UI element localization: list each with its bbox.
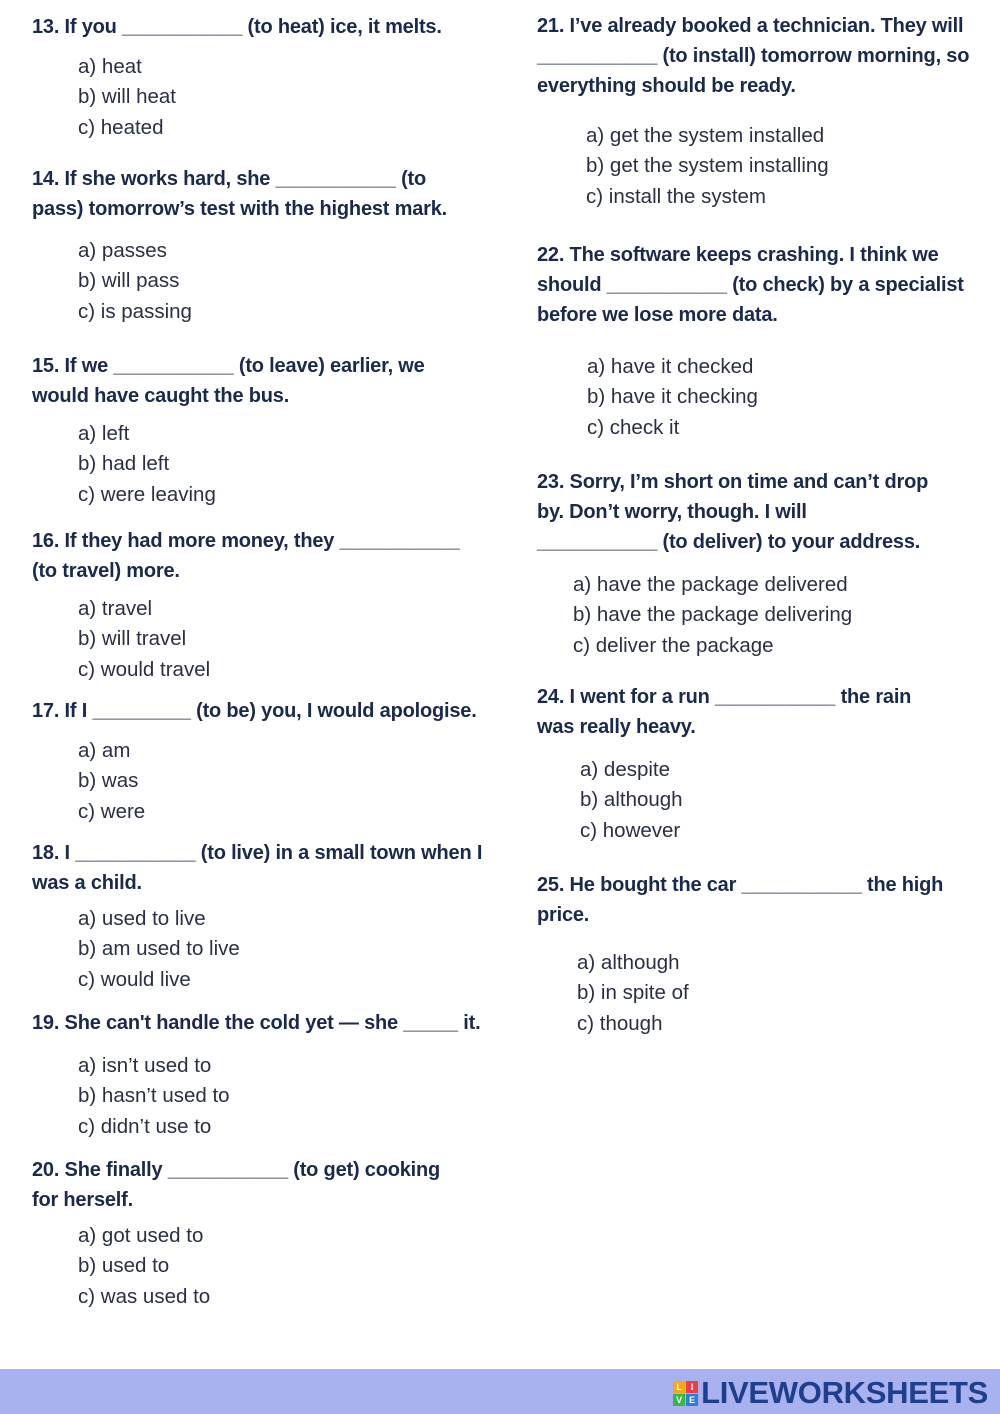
question-20-prompt: 20. She finally ___________ (to get) cooking for herself. (32, 1159, 441, 1211)
question-14-options (78, 236, 192, 327)
option-b[interactable]: b) will travel (78, 627, 187, 651)
option-b[interactable]: b) have it checking (587, 385, 758, 409)
option-b[interactable]: b) used to (78, 1254, 170, 1278)
question-15-options (78, 419, 216, 510)
option-c[interactable]: c) would live (78, 967, 191, 991)
question-17-options (78, 736, 145, 827)
option-a[interactable]: a) passes (78, 239, 167, 262)
option-a[interactable]: a) travel (78, 597, 153, 620)
option-a[interactable]: a) despite (580, 758, 671, 781)
question-24-options (580, 755, 683, 846)
liveworksheets-logo-icon (673, 1381, 698, 1406)
option-a[interactable]: a) got used to (78, 1224, 204, 1247)
option-b[interactable]: b) although (580, 788, 683, 812)
question-16-prompt: 16. If they had more money, they ___________ (to travel) more. (32, 530, 460, 582)
question-16-options (78, 594, 210, 685)
option-b[interactable]: b) am used to live (78, 937, 240, 961)
question-22-prompt: 22. The software keeps crashing. I think we should ___________ (to check) by a specialist before we lose more data. (537, 244, 964, 326)
option-b[interactable]: b) will pass (78, 269, 180, 293)
option-c[interactable]: c) heated (78, 115, 164, 139)
option-a[interactable]: a) left (78, 422, 130, 445)
option-c[interactable]: c) didn’t use to (78, 1114, 212, 1138)
question-21-prompt: 21. I’ve already booked a technician. They will ___________ (to install) tomorrow morning, so everything should be ready. (537, 15, 970, 97)
option-c[interactable]: c) would travel (78, 657, 211, 681)
question-19-prompt: 19. She can't handle the cold yet — she _____ it. (32, 1012, 481, 1034)
question-21-options (586, 121, 829, 212)
logo-letter-e: E (686, 1394, 698, 1406)
question-23-options (573, 570, 852, 661)
option-b[interactable]: b) have the package delivering (573, 603, 853, 627)
option-c[interactable]: c) were (78, 799, 146, 823)
option-c[interactable]: c) install the system (586, 184, 766, 208)
option-b[interactable]: b) will heat (78, 85, 176, 109)
footer-bar (0, 1369, 1000, 1414)
question-14-prompt: 14. If she works hard, she ___________ (to pass) tomorrow’s test with the highest mark. (32, 168, 447, 220)
option-a[interactable]: a) have the package delivered (573, 573, 848, 596)
question-13-options (78, 52, 176, 143)
question-23-prompt: 23. Sorry, I’m short on time and can’t drop by. Don’t worry, though. I will ___________ (to deliver) to your address. (537, 471, 929, 553)
question-13-prompt: 13. If you ___________ (to heat) ice, it melts. (32, 16, 442, 38)
option-b[interactable]: b) had left (78, 452, 170, 476)
option-c[interactable]: c) is passing (78, 299, 192, 323)
option-a[interactable]: a) get the system installed (586, 124, 825, 147)
option-b[interactable]: b) in spite of (577, 981, 689, 1005)
option-a[interactable]: a) used to live (78, 907, 206, 930)
option-b[interactable]: b) get the system installing (586, 154, 829, 178)
question-19-options (78, 1051, 230, 1142)
question-25-prompt: 25. He bought the car ___________ the high price. (537, 874, 944, 926)
question-18-prompt: 18. I ___________ (to live) in a small town when I was a child. (32, 842, 483, 894)
option-c[interactable]: c) though (577, 1011, 663, 1035)
option-a[interactable]: a) isn’t used to (78, 1054, 212, 1077)
option-c[interactable]: c) check it (587, 415, 680, 439)
option-a[interactable]: a) although (577, 951, 680, 974)
question-18-options (78, 904, 240, 995)
liveworksheets-brand[interactable] (673, 1375, 988, 1411)
question-20-options (78, 1221, 210, 1312)
question-17-prompt: 17. If I _________ (to be) you, I would apologise. (32, 700, 477, 722)
question-24-prompt: 24. I went for a run ___________ the rain was really heavy. (537, 686, 912, 738)
option-b[interactable]: b) hasn’t used to (78, 1084, 230, 1108)
question-15-prompt: 15. If we ___________ (to leave) earlier, we would have caught the bus. (32, 355, 425, 407)
brand-name: LIVEWORKSHEETS (701, 1375, 988, 1410)
option-a[interactable]: a) am (78, 739, 131, 762)
option-b[interactable]: b) was (78, 769, 139, 793)
option-c[interactable]: c) however (580, 818, 681, 842)
option-a[interactable]: a) have it checked (587, 355, 754, 378)
option-c[interactable]: c) were leaving (78, 482, 216, 506)
question-22-options (587, 352, 758, 443)
logo-letter-i: I (686, 1381, 698, 1393)
option-a[interactable]: a) heat (78, 55, 142, 78)
logo-letter-l: L (673, 1381, 685, 1393)
logo-letter-v: V (673, 1394, 685, 1406)
option-c[interactable]: c) was used to (78, 1284, 211, 1308)
option-c[interactable]: c) deliver the package (573, 633, 774, 657)
question-25-options (577, 948, 689, 1039)
